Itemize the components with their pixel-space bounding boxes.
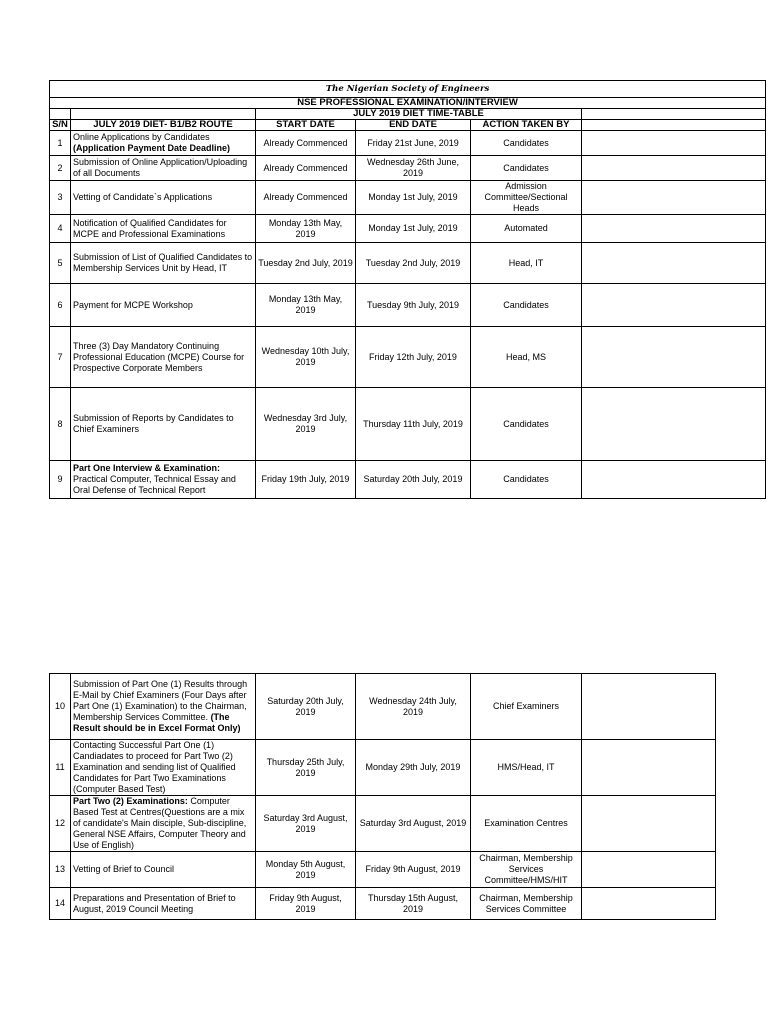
table-row: 8 Submission of Reports by Candidates to Chief Examiners Wednesday 3rd July, 2019 Thursday 11th July, 2019 Candidates — [50, 388, 766, 461]
col-route: JULY 2019 DIET- B1/B2 ROUTE — [71, 120, 256, 131]
table-row: 4 Notification of Qualified Candidates for MCPE and Professional Examinations Monday 13th May, 2019 Monday 1st July, 2019 Automated — [50, 215, 766, 243]
table-row: 7 Three (3) Day Mandatory Continuing Professional Education (MCPE) Course for Prospective Corporate Members Wednesday 10th July, 2019 Friday 12th July, 2019 Head, MS — [50, 327, 766, 388]
table-row: 3 Vetting of Candidate`s Applications Already Commenced Monday 1st July, 2019 Admission Committee/Sectional Heads — [50, 181, 766, 215]
timetable-part-1 — [49, 80, 766, 499]
table-row: 10 Submission of Part One (1) Results through E-Mail by Chief Examiners (Four Days after Part One (1) Examination) to the Chairman, Membership Services Committee. (The Result should be in Excel Format Only) Saturday 20th July, 2019 Wednesday 24th July, 2019 Chief Examiners — [50, 674, 716, 740]
table-row: 13 Vetting of Brief to Council Monday 5th August, 2019 Friday 9th August, 2019 Chairman, Membership Services Committee/HMS/HIT — [50, 852, 716, 888]
table-row: 14 Preparations and Presentation of Brief to August, 2019 Council Meeting Friday 9th August, 2019 Thursday 15th August, 2019 Chairman, Membership Services Committee — [50, 888, 716, 920]
diet-title: JULY 2019 DIET TIME-TABLE — [256, 109, 582, 120]
table-row: 6 Payment for MCPE Workshop Monday 13th May, 2019 Tuesday 9th July, 2019 Candidates — [50, 284, 766, 327]
col-end: END DATE — [356, 120, 471, 131]
org-title: The Nigerian Society of Engineers — [50, 81, 766, 98]
col-sn: S/N — [50, 120, 71, 131]
table-row: 9 Part One Interview & Examination: Practical Computer, Technical Essay and Oral Defense of Technical Report Friday 19th July, 2019 Saturday 20th July, 2019 Candidates — [50, 461, 766, 499]
table-row: 2 Submission of Online Application/Uploading of all Documents Already Commenced Wednesday 26th June, 2019 Candidates — [50, 156, 766, 181]
timetable-part-2 — [49, 673, 716, 920]
table-row: 1 Online Applications by Candidates (Application Payment Date Deadline) Already Commenced Friday 21st June, 2019 Candidates — [50, 131, 766, 156]
exam-title: NSE PROFESSIONAL EXAMINATION/INTERVIEW — [50, 98, 766, 109]
table-row: 5 Submission of List of Qualified Candidates to Membership Services Unit by Head, IT Tuesday 2nd July, 2019 Tuesday 2nd July, 2019 Head, IT — [50, 243, 766, 284]
table-row: 12 Part Two (2) Examinations: Computer Based Test at Centres(Questions are a mix of candidate's Main disciple, Sub-discipline, General NSE Affairs, Computer Theory and Use of English) Saturday 3rd August, 2019 Saturday 3rd August, 2019 Examination Centres — [50, 796, 716, 852]
table-row: 11 Contacting Successful Part One (1) Candiadates to proceed for Part Two (2) Examination and sending list of Qualified Candidates for Part Two Examinations (Computer Based Test) Thursday 25th July, 2019 Monday 29th July, 2019 HMS/Head, IT — [50, 740, 716, 796]
col-start: START DATE — [256, 120, 356, 131]
col-action: ACTION TAKEN BY — [471, 120, 582, 131]
